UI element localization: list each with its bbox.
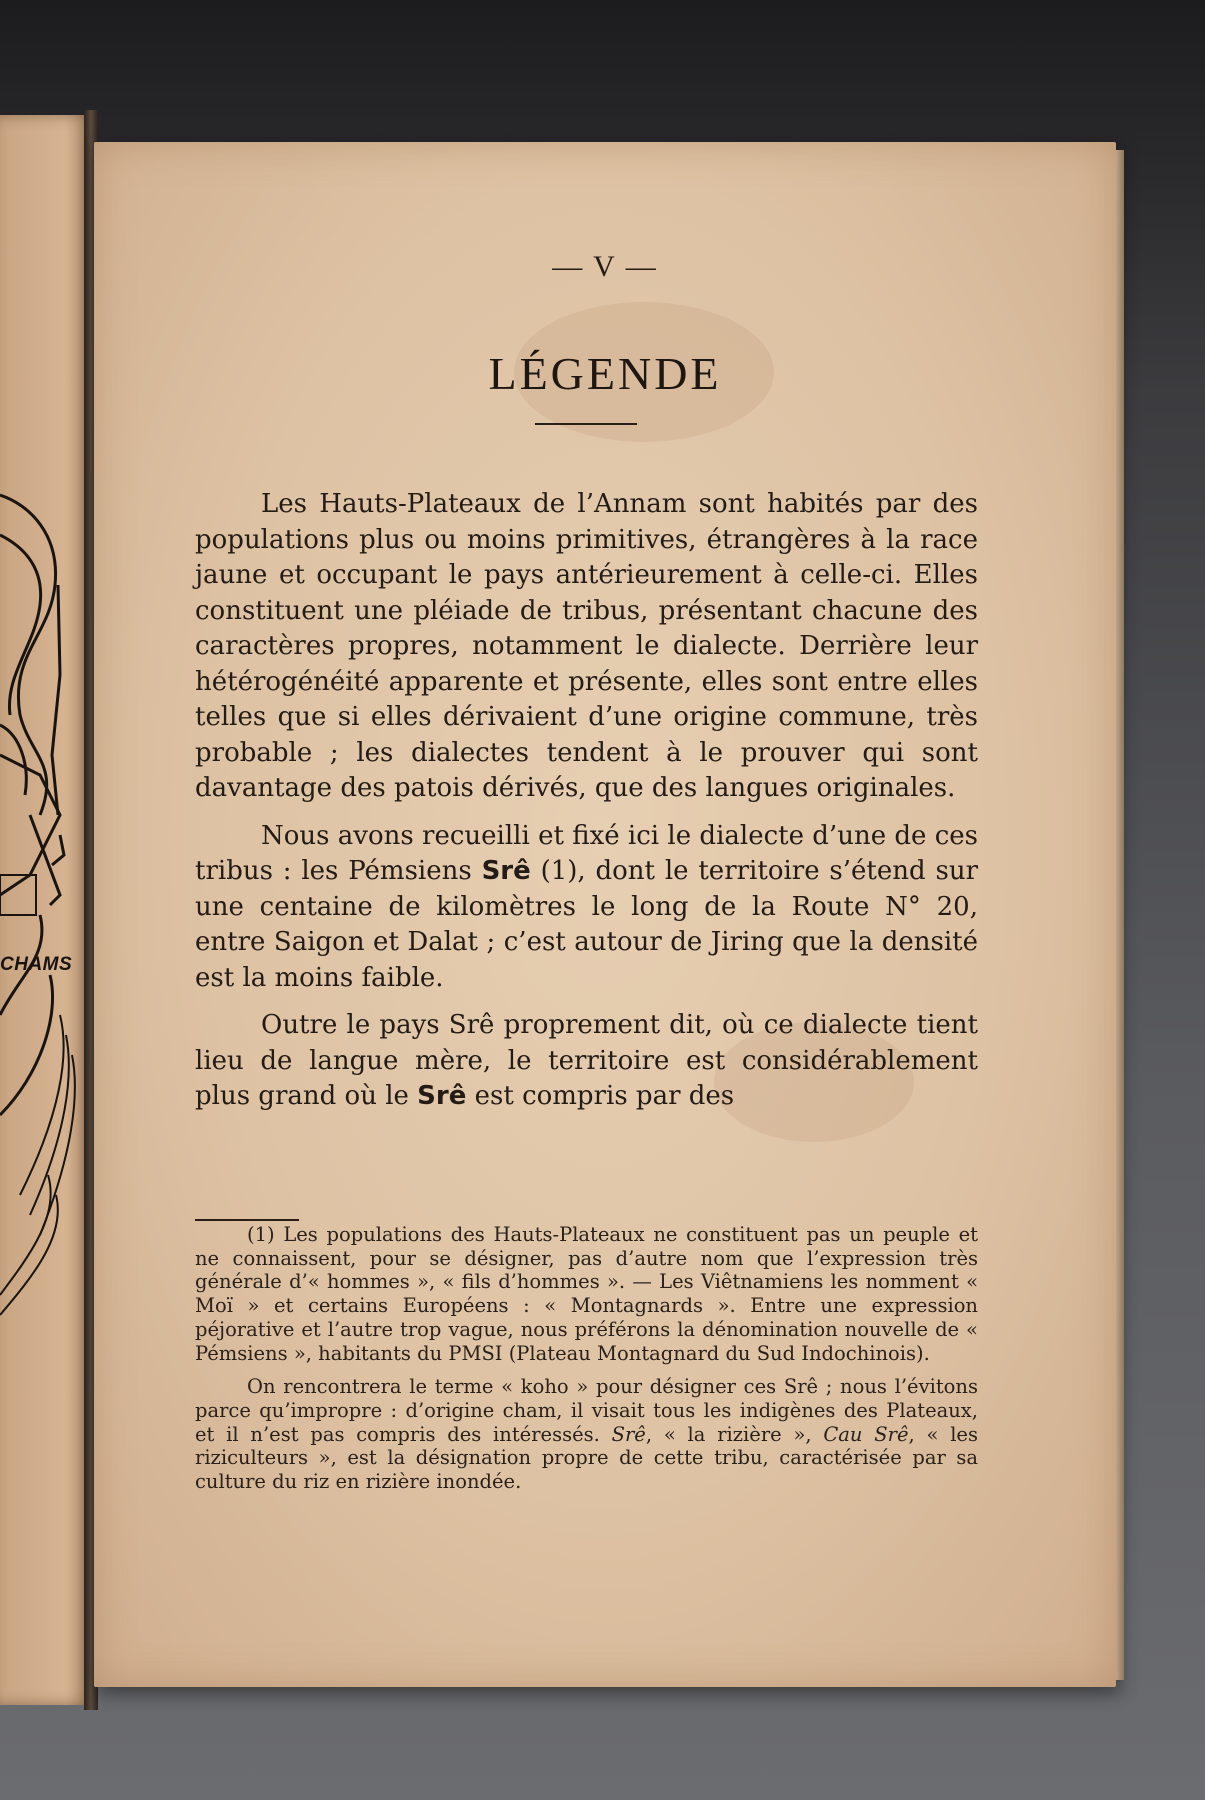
footnote-2-text: , « les riziculteurs », est la désignation propre de cette tribu, caractérisée par sa culture du riz en rizière inondée. xyxy=(195,1422,978,1494)
footnote-2-text: , « la rizière », xyxy=(645,1422,824,1446)
bold-term: Srê xyxy=(417,1081,467,1111)
paragraph-3-text: est compris par des xyxy=(466,1081,735,1111)
footnote-rule xyxy=(195,1219,299,1221)
paragraph-2 xyxy=(195,819,978,997)
left-facing-page xyxy=(0,115,92,1705)
footnote-1: (1) Les populations des Hauts-Plateaux ne constituent pas un peuple et ne connaissent, pour se désigner, pas d’autre nom que l’expression très générale d’« hommes », « fils d’hommes ». — Les Viêtnamiens les nomment « Moï » et certains Européens : « Montagnards ». Entre une expression péjorative et l’autre trop vague, nous préférons la dénomination nouvelle de « Pémsiens », habitants du PMSI (Plateau Montagnard du Sud Indochinois). xyxy=(195,1223,978,1365)
map-illustration xyxy=(0,115,92,1705)
paragraph-1: Les Hauts-Plateaux de l’Annam sont habités par des populations plus ou moins primitives, étrangères à la race jaune et occupant le pays antérieurement à celle-ci. Elles constituent une pléiade de tribus, présentant chacune des caractères propres, notamment le dialecte. Derrière leur hétérogénéité apparente et présente, elles sont entre elles telles que si elles dérivaient d’une origine commune, très probable ; les dialectes tendent à le prouver qui sont davantage des patois dérivés, que des langues originales. xyxy=(195,489,978,803)
page-number: — V — xyxy=(552,250,658,283)
title-rule xyxy=(535,423,637,425)
italic-term: Srê xyxy=(611,1422,646,1446)
body-text xyxy=(195,487,978,1127)
paragraph-2-text: (1), dont le territoire s’étend sur une centaine de kilomètres le long de la Route N° 20, entre Saigon et Dalat ; c’est autour de Jiring que la densité est la moins faible. xyxy=(195,856,978,993)
map-label-chams: CHAMS xyxy=(0,954,73,975)
bold-term: Srê xyxy=(481,856,531,886)
footnote-2-text: On rencontrera le terme « koho » pour désigner ces Srê ; nous l’évitons parce qu’impropre : d’origine cham, il visait tous les indigènes des Plateaux, et il n’est pas compris des intéressés. xyxy=(195,1375,978,1446)
book-page xyxy=(94,142,1116,1687)
page-edge xyxy=(1116,150,1124,1680)
footnotes xyxy=(195,1223,978,1504)
paragraph-3-text: Outre le pays Srê proprement dit, où ce dialecte tient lieu de langue mère, le territoire est considérablement plus grand où le xyxy=(195,1010,978,1111)
footnote-2 xyxy=(195,1375,978,1494)
paragraph-2-text: Nous avons recueilli et fixé ici le dialecte d’une de ces tribus : les Pémsiens xyxy=(195,820,978,886)
page-title: LÉGENDE xyxy=(488,348,722,399)
italic-term: Cau Srê xyxy=(823,1422,909,1446)
paragraph-3 xyxy=(195,1008,978,1115)
